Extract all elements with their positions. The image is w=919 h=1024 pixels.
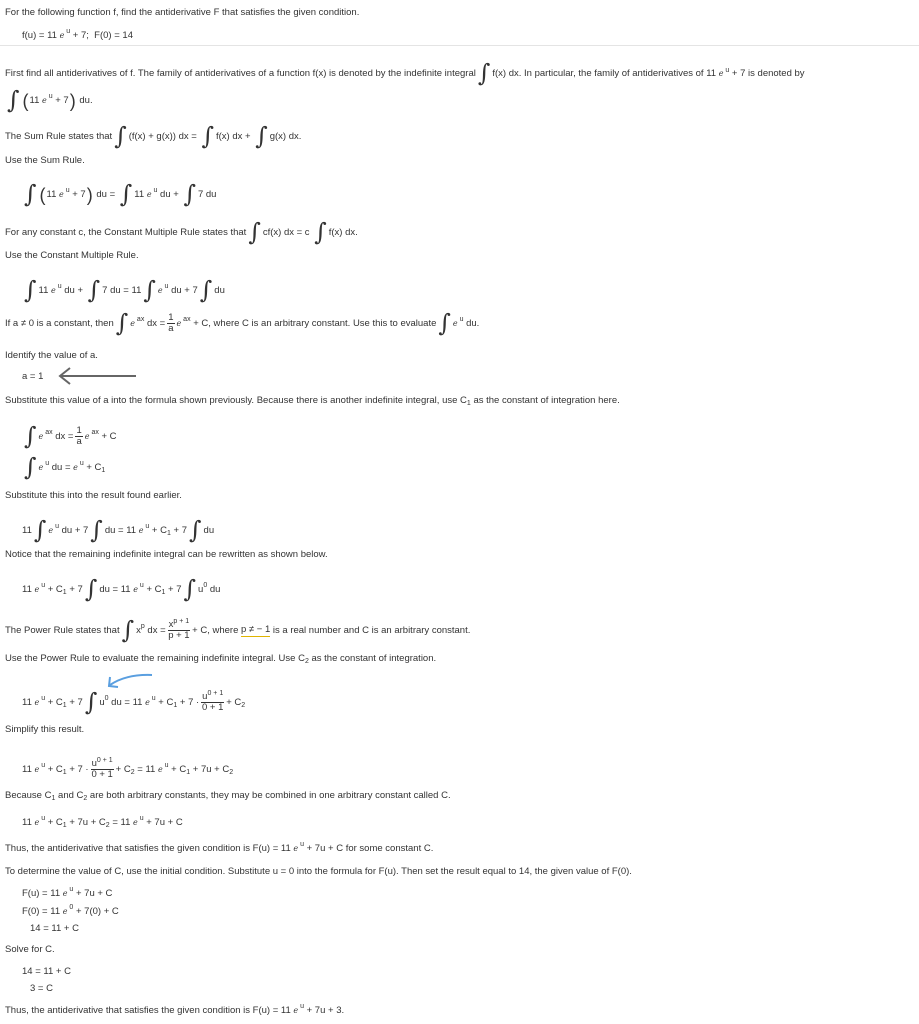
formula-specific: ∫ e $^u$ du = e $^u$ + C $_1$ — [24, 453, 106, 481]
solve-line-1: 14 = 11 + C — [22, 966, 71, 977]
integral-sign: ∫ — [477, 59, 491, 87]
divider — [0, 45, 919, 46]
sum-rule-text: The Sum Rule states that — [5, 131, 113, 142]
constant-multiple-equation: ∫ 11 e $^u$ du + ∫ 7 du = 11 ∫ e $^u$ du + 7 ∫ du — [24, 276, 225, 304]
substitute-a-instruction: Substitute this value of a into the formula shown previously. Because there is another indefinite integral, use C $_1$ as the constant of integration here. — [5, 395, 620, 407]
thus-general: Thus, the antiderivative that satisfies the given condition is F(u) = 11 e $^u$ + 7u + C for some constant C. — [5, 841, 434, 854]
power-rule-1: The Power Rule states that — [5, 624, 120, 636]
use-sum-rule: Use the Sum Rule. — [5, 155, 85, 166]
exponential-rule: If a ≠ 0 is a constant, then ∫ e $^{ax}$ dx = 1 a e $^{ax}$ + C, where C is an arbitrary constant. Use this to evaluate ∫ e $^u$ du. — [5, 308, 480, 337]
notice-equation: 11 e $^u$ + C $_1$ + 7 ∫ du = 11 e $^u$ + C $_1$ + 7 ∫ u $^0$ du — [22, 575, 221, 603]
left-arrow-icon — [56, 366, 138, 386]
power-fraction: $x^{p + 1}$ p + 1 — [168, 618, 190, 641]
substitute-equation: 11 ∫ e $^u$ du + 7 ∫ du = 11 e $^u$ + C $_1$ + 7 ∫ du — [22, 516, 215, 544]
solve-line-2: 3 = C — [30, 983, 53, 994]
combine-constants: Because C $_1$ and C $_2$ are both arbitrary constants, they may be combined in one arbitrary constant called C. — [5, 790, 451, 802]
a-value: a = 1 — [22, 371, 44, 382]
power-rule-statement: The Power Rule states that ∫ x $^p$ dx = $x^{p + 1}$ p + 1 + C, where p ≠ − 1 is a real number and C is an arbitrary constant. — [5, 615, 471, 644]
substitute-result: Substitute this into the result found earlier. — [5, 490, 182, 501]
simplify-text: Simplify this result. — [5, 724, 85, 735]
one-over-a: 1 a — [168, 312, 174, 334]
formula-general: ∫ e $^{ax}$ dx = 1 a e $^{ax}$ + C — [24, 421, 117, 450]
a-rule-2: + C, where C is an arbitrary constant. Use this to evaluate — [193, 317, 437, 329]
sum-rule-equation: ∫ ( 11 e $^u$ + 7 ) du = ∫ 11 e $^u$ du + ∫ 7 du — [24, 180, 217, 208]
determine-c: To determine the value of C, use the initial condition. Substitute u = 0 into the formula for F(u). Then set the result equal to 14, the given value of F(0). — [5, 866, 632, 877]
power-rule-condition: p ≠ − 1 — [241, 624, 271, 635]
step-antiderivative-expr: ∫ ( 11 e $^u$ + 7 ) du. — [7, 86, 93, 114]
solve-for-c: Solve for C. — [5, 944, 55, 955]
use-power-rule: Use the Power Rule to evaluate the remaining indefinite integral. Use C $_2$ as the constant of integration. — [5, 653, 437, 665]
s1a: First find all antiderivatives of f. The family of antiderivatives of a function f(x) is denoted by the indefinite integral — [5, 68, 476, 79]
determine-line-1: F(u) = 11 e $^u$ + 7u + C — [22, 886, 113, 899]
a-rule-1: If a ≠ 0 is a constant, then — [5, 317, 114, 329]
power-equation: 11 e $^u$ + C $_1$ + 7 ∫ u $^0$ du = 11 e $^u$ + C $_1$ + 7 · $u^{0 + 1}$ 0 + 1 + C $_2$ — [22, 687, 246, 716]
combine-equation: 11 e $^u$ + C $_1$ + 7u + C $_2$ = 11 e $^u$ + 7u + C — [22, 815, 183, 829]
power-rule-3: is a real number and C is an arbitrary constant. — [272, 624, 471, 636]
identify-a: Identify the value of a. — [5, 350, 98, 361]
sum-rule-statement: The Sum Rule states that ∫ (f(x) + g(x)) dx = ∫ f(x) dx + ∫ g(x) dx. — [5, 122, 302, 150]
use-constant-multiple: Use the Constant Multiple Rule. — [5, 250, 139, 261]
final-answer: Thus, the antiderivative that satisfies the given condition is F(u) = 11 e $^u$ + 7u + 3. — [5, 1003, 345, 1016]
step-antiderivative-intro — [5, 59, 805, 87]
blue-arrow-icon — [104, 672, 154, 690]
problem-statement: For the following function f, find the antiderivative F that satisfies the given condition. — [5, 7, 360, 18]
determine-line-2: F(0) = 11 e $^0$ + 7(0) + C — [22, 904, 119, 917]
constant-multiple-statement: For any constant c, the Constant Multiple Rule states that ∫ cf(x) dx = c ∫ f(x) dx. — [5, 218, 358, 246]
s1b: f(x) dx. In particular, the family of antiderivatives of 11 e $^u$ + 7 is denoted by — [492, 67, 805, 79]
simplify-equation: 11 e $^u$ + C $_1$ + 7 · $u^{0 + 1}$ 0 + 1 + C $_2$ = 11 e $^u$ + C $_1$ + 7u + C $_2$ — [22, 757, 234, 780]
cm-rule-text: For any constant c, the Constant Multiple Rule states that — [5, 227, 247, 238]
determine-line-3: 14 = 11 + C — [30, 923, 79, 934]
given-function: f(u) = 11 e $^u$ + 7; F(0) = 14 — [22, 28, 133, 41]
notice-text: Notice that the remaining indefinite integral can be rewritten as shown below. — [5, 549, 328, 560]
power-rule-2: + C, where — [192, 624, 239, 636]
